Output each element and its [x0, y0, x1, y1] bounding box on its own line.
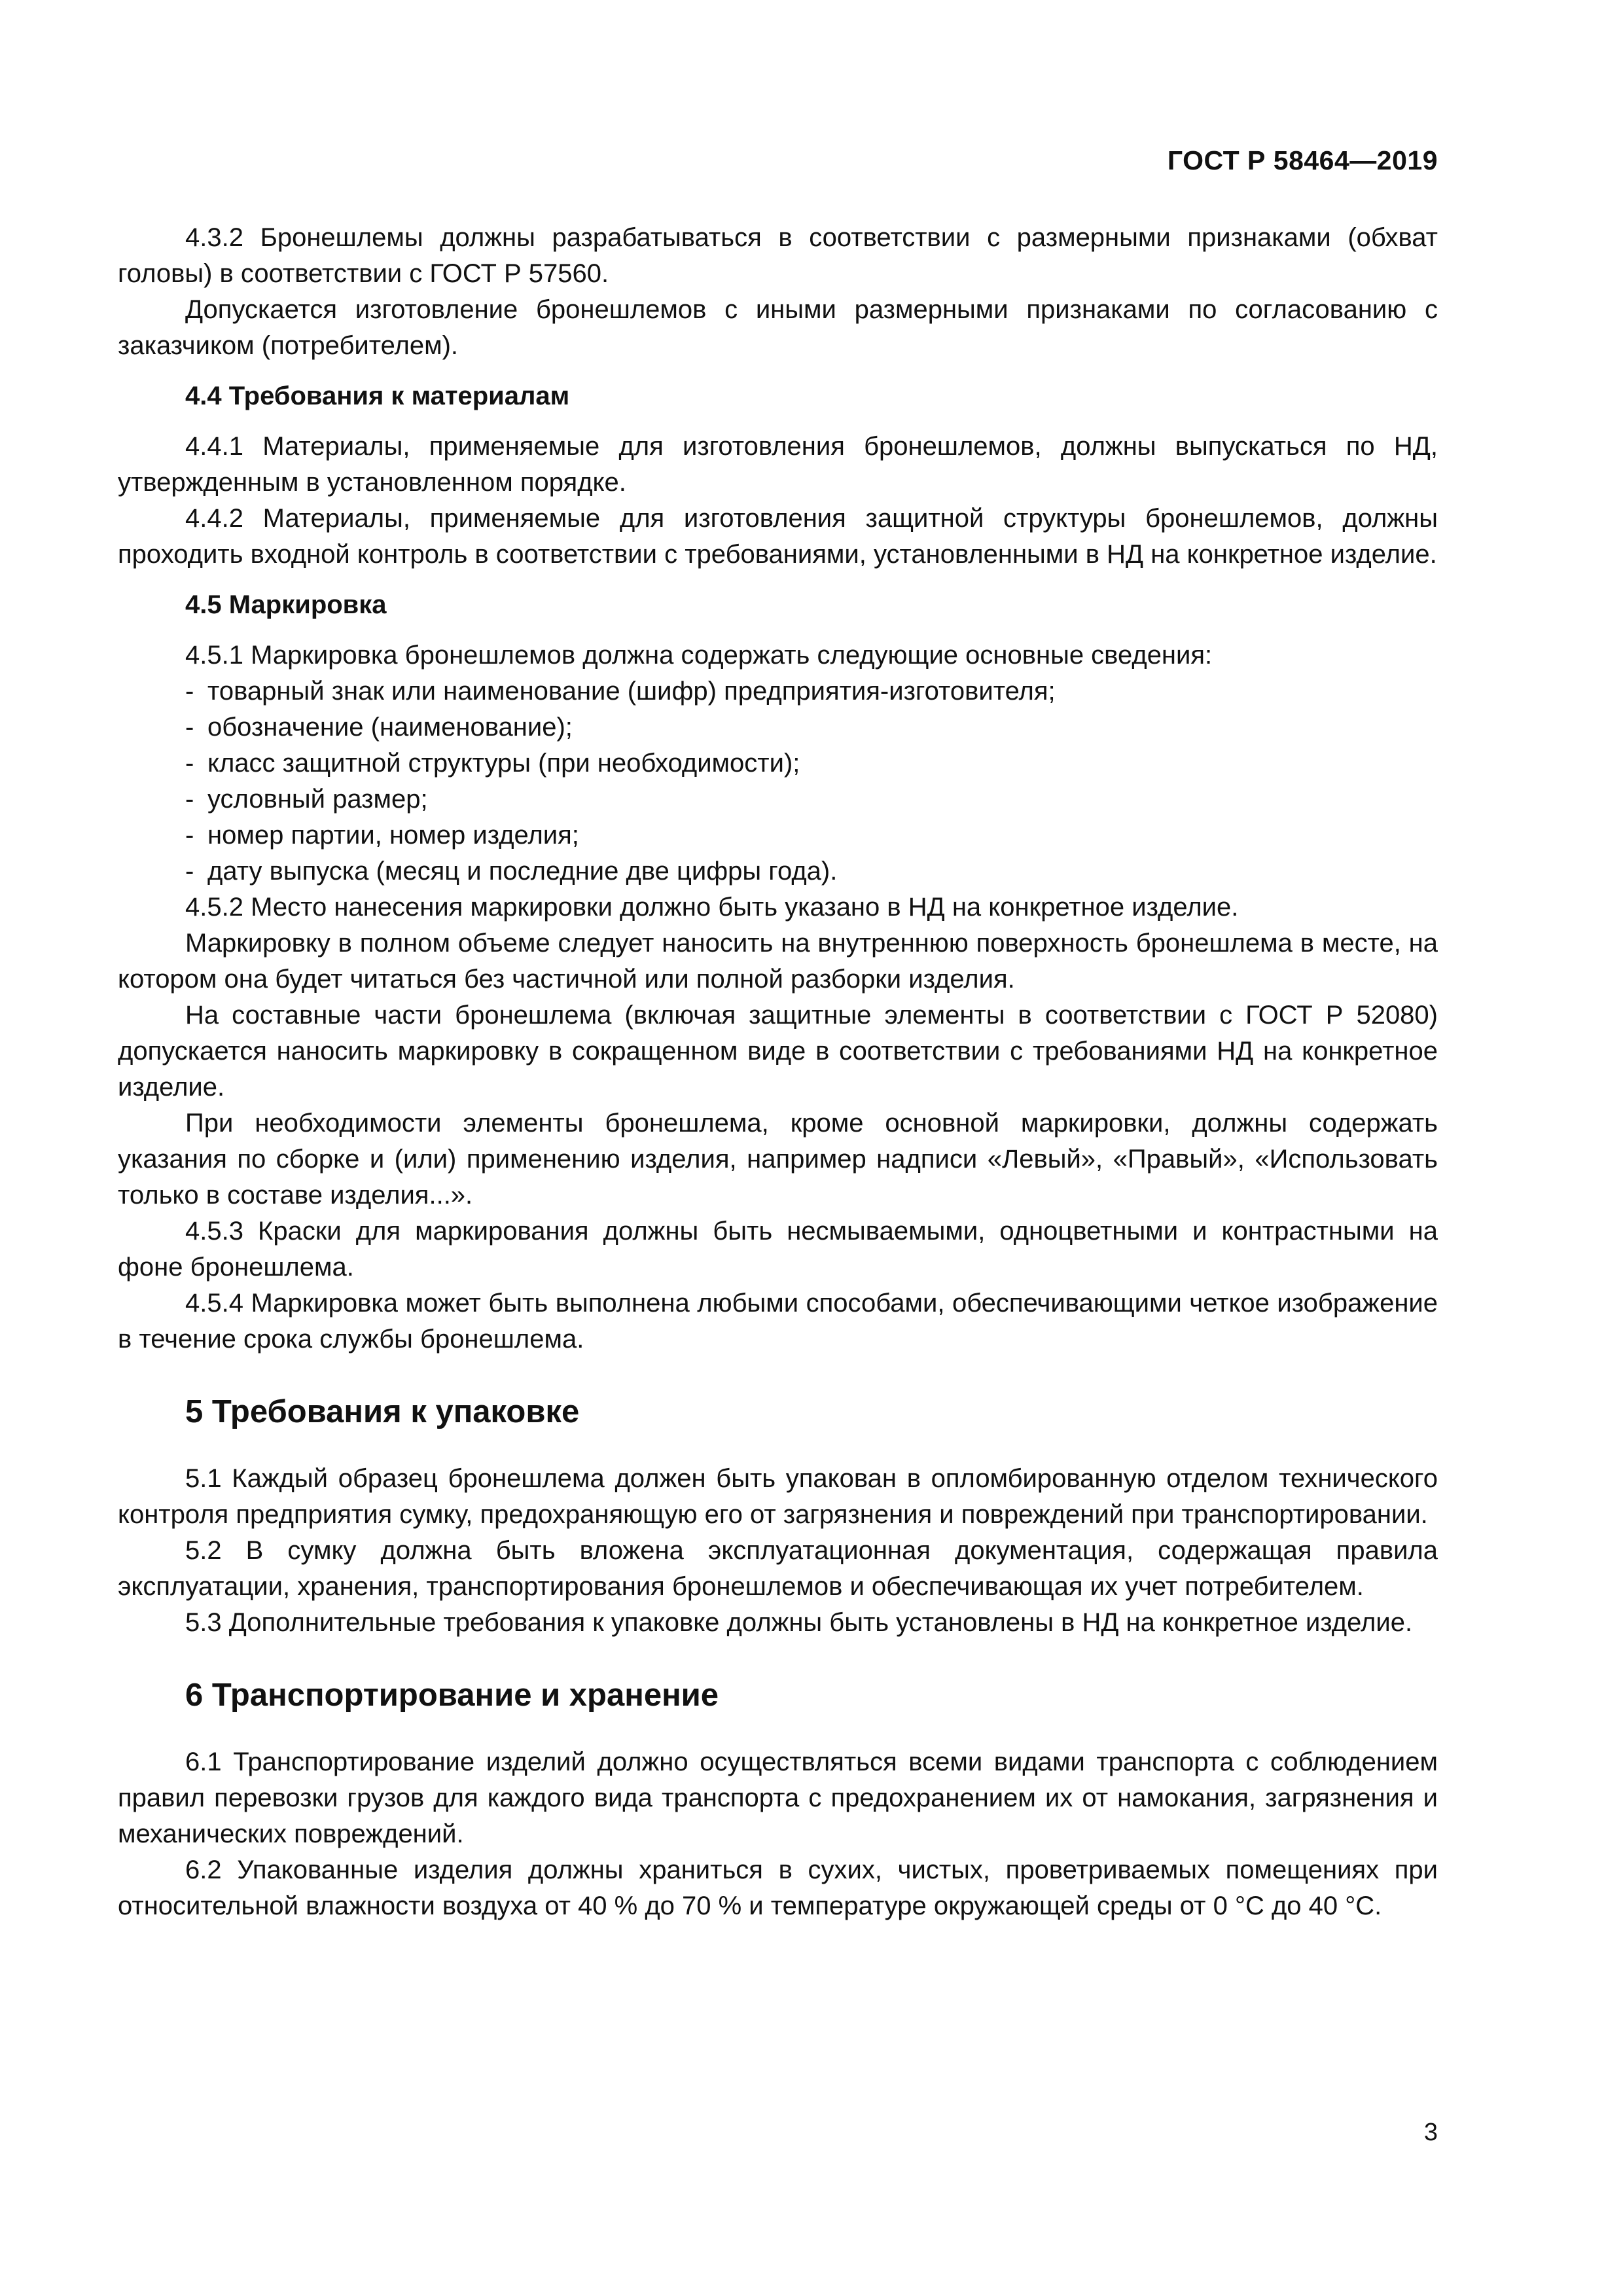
list-item-text: дату выпуска (месяц и последние две цифры года).: [207, 857, 838, 886]
list-item-text: класс защитной структуры (при необходимости);: [207, 749, 800, 778]
subsection-heading: 4.4 Требования к материалам: [185, 382, 570, 410]
list-item-text: условный размер;: [207, 785, 428, 814]
page-number: 3: [1423, 2119, 1438, 2146]
document-body: [118, 220, 1438, 1924]
paragraph: 4.4.2 Материалы, применяемые для изготовления защитной структуры бронешлемов, должны проходить входной контроль в соответствии с требованиями, установленными в НД на конкретное изделие.: [118, 504, 1438, 569]
paragraph: При необходимости элементы бронешлема, кроме основной маркировки, должны содержать указания по сборке и (или) применению изделия, например надписи «Левый», «Правый», «Использовать только в составе изделия...».: [118, 1109, 1438, 1210]
list-bullet: -: [185, 677, 194, 706]
list-item: [185, 817, 1438, 853]
paragraph: 4.3.2 Бронешлемы должны разрабатываться в соответствии с размерными признаками (обхват головы) в соответствии с ГОСТ Р 57560.: [118, 223, 1438, 288]
list-bullet: -: [185, 749, 194, 778]
paragraph: 5.2 В сумку должна быть вложена эксплуатационная документация, содержащая правила эксплуатации, хранения, транспортирования бронешлемов и обеспечивающая их учет потребителем.: [118, 1536, 1438, 1601]
list-bullet: -: [185, 713, 194, 742]
paragraph: 4.5.3 Краски для маркирования должны быть несмываемыми, одноцветными и контрастными на фоне бронешлема.: [118, 1217, 1438, 1282]
list-item: [185, 709, 1438, 745]
paragraph: 5.1 Каждый образец бронешлема должен быть упакован в опломбированную отделом технического контроля предприятия сумку, предохраняющую его от загрязнения и повреждений при транспортировании.: [118, 1464, 1438, 1529]
list-bullet: -: [185, 857, 194, 886]
paragraph: 5.3 Дополнительные требования к упаковке должны быть установлены в НД на конкретное изделие.: [185, 1608, 1413, 1637]
paragraph: 4.5.2 Место нанесения маркировки должно быть указано в НД на конкретное изделие.: [185, 893, 1239, 922]
section-heading: 6 Транспортирование и хранение: [185, 1677, 719, 1713]
list-item: [185, 853, 1438, 889]
list-item-text: номер партии, номер изделия;: [207, 821, 579, 850]
subsection-heading: 4.5 Маркировка: [185, 590, 387, 619]
list-item: [185, 745, 1438, 781]
list-bullet: -: [185, 785, 194, 814]
paragraph: Маркировку в полном объеме следует наносить на внутреннюю поверхность бронешлема в месте, на котором она будет читаться без частичной или полной разборки изделия.: [118, 929, 1438, 994]
paragraph: На составные части бронешлема (включая защитные элементы в соответствии с ГОСТ Р 52080) допускается наносить маркировку в сокращенном виде в соответствии с требованиями НД на конкретное изделие.: [118, 1001, 1438, 1102]
paragraph: 6.1 Транспортирование изделий должно осуществляться всеми видами транспорта с соблюдением правил перевозки грузов для каждого вида транспорта с предохранением их от намокания, загрязнения и механических повреждений.: [118, 1748, 1438, 1848]
paragraph: 4.4.1 Материалы, применяемые для изготовления бронешлемов, должны выпускаться по НД, утвержденным в установленном порядке.: [118, 432, 1438, 497]
paragraph: 4.5.4 Маркировка может быть выполнена любыми способами, обеспечивающими четкое изображение в течение срока службы бронешлема.: [118, 1289, 1438, 1354]
list-item: [185, 673, 1438, 709]
list-item-text: товарный знак или наименование (шифр) предприятия-изготовителя;: [207, 677, 1056, 706]
paragraph: Допускается изготовление бронешлемов с иными размерными признаками по согласованию с заказчиком (потребителем).: [118, 295, 1438, 360]
section-heading: 5 Требования к упаковке: [185, 1394, 580, 1429]
list-item-text: обозначение (наименование);: [207, 713, 573, 742]
list-bullet: -: [185, 821, 194, 850]
document-code: ГОСТ Р 58464—2019: [1167, 145, 1438, 175]
paragraph: 4.5.1 Маркировка бронешлемов должна содержать следующие основные сведения:: [185, 641, 1213, 670]
list-item: [185, 781, 1438, 817]
paragraph: 6.2 Упакованные изделия должны храниться в сухих, чистых, проветриваемых помещениях при относительной влажности воздуха от 40 % до 70 % и температуре окружающей среды от 0 °C до 40 °C.: [118, 1856, 1438, 1920]
